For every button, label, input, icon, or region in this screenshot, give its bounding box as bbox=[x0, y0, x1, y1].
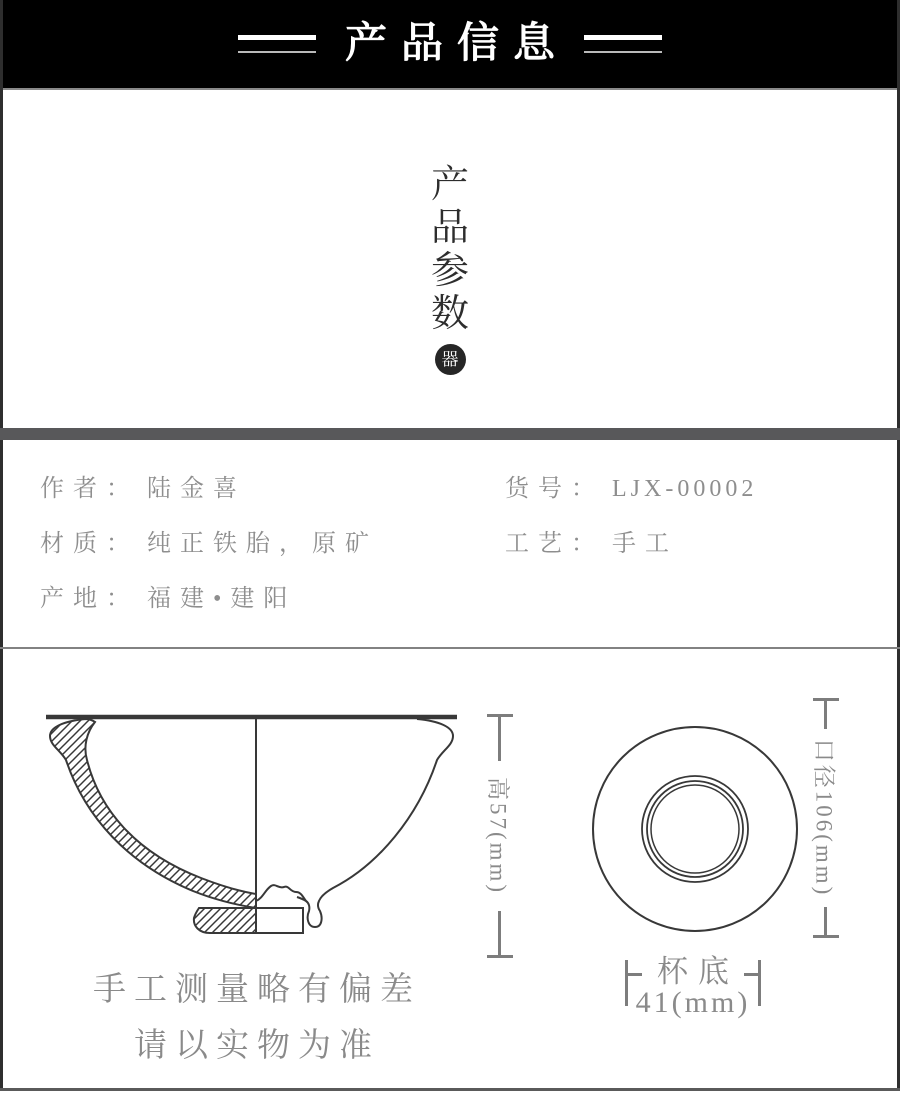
foot-ring-inner bbox=[647, 781, 743, 877]
spec-label: 产地 bbox=[40, 586, 106, 612]
dim-cap-bottom bbox=[813, 935, 839, 938]
note-line-2: 请以实物为准 bbox=[134, 1028, 380, 1064]
note-line-1: 手工测量略有偏差 bbox=[93, 972, 421, 1008]
glaze-bump-squiggle bbox=[256, 885, 306, 901]
spec-value: 福建•建阳 bbox=[147, 586, 297, 612]
section-divider bbox=[0, 647, 900, 649]
title-char-4: 数 bbox=[430, 293, 469, 335]
dim-stem-bottom bbox=[824, 907, 827, 935]
rim-circle bbox=[593, 727, 797, 931]
spec-colon: ： bbox=[106, 531, 139, 557]
dim-stem-top bbox=[498, 717, 501, 761]
spec-label: 材质 bbox=[40, 531, 106, 557]
divider-bar bbox=[0, 428, 900, 440]
spec-colon: ： bbox=[571, 531, 604, 557]
bowl-right-foot bbox=[256, 908, 303, 933]
spec-value: 陆金喜 bbox=[147, 476, 246, 502]
spec-colon: ： bbox=[106, 586, 139, 612]
banner-underline bbox=[0, 88, 900, 90]
banner-title: 产品信息 bbox=[344, 21, 569, 67]
height-dimension bbox=[487, 714, 513, 958]
spec-row-author bbox=[40, 474, 246, 505]
spec-value: LJX-00002 bbox=[612, 476, 758, 502]
dim-stem-top bbox=[824, 701, 827, 729]
dim-stem-bottom bbox=[498, 911, 501, 955]
base-label: 杯底 bbox=[657, 954, 739, 989]
spec-row-craft bbox=[505, 529, 678, 560]
title-char-2: 品 bbox=[430, 207, 469, 249]
bowl-top-view-drawing bbox=[591, 725, 799, 933]
dim-cap-bottom bbox=[487, 955, 513, 958]
seal-icon: 器 bbox=[435, 344, 466, 375]
spec-row-item-number bbox=[505, 474, 757, 505]
diameter-dim-label: 口径106(mm) bbox=[811, 738, 837, 898]
banner bbox=[0, 0, 900, 88]
banner-deco-line-left bbox=[238, 35, 316, 53]
spec-colon: ： bbox=[571, 476, 604, 502]
title-char-1: 产 bbox=[430, 164, 469, 206]
spec-colon: ： bbox=[106, 476, 139, 502]
bowl-left-cross-section bbox=[50, 719, 256, 908]
base-dim-label: 41(mm) bbox=[635, 986, 751, 1019]
section-title-vertical bbox=[0, 164, 900, 375]
spec-label: 作者 bbox=[40, 476, 106, 502]
banner-deco-line-right bbox=[584, 35, 662, 53]
spec-row-origin bbox=[40, 584, 296, 615]
title-char-3: 参 bbox=[430, 250, 469, 292]
bowl-side-view-drawing bbox=[40, 705, 465, 950]
bowl-right-profile-with-glaze-drip bbox=[297, 719, 453, 927]
foot-ring-outer bbox=[642, 776, 748, 882]
bottom-border bbox=[0, 1088, 900, 1091]
foot-ring-innermost bbox=[651, 785, 739, 873]
spec-label: 货号 bbox=[505, 476, 571, 502]
spec-value: 手工 bbox=[612, 531, 678, 557]
spec-value: 纯正铁胎，原矿 bbox=[147, 531, 378, 557]
bowl-left-foot bbox=[194, 908, 256, 933]
spec-label: 工艺 bbox=[505, 531, 571, 557]
spec-row-material bbox=[40, 529, 378, 560]
diameter-dimension bbox=[813, 698, 839, 938]
measurement-note bbox=[36, 962, 478, 1074]
height-dim-label: 高57(mm) bbox=[485, 776, 511, 896]
